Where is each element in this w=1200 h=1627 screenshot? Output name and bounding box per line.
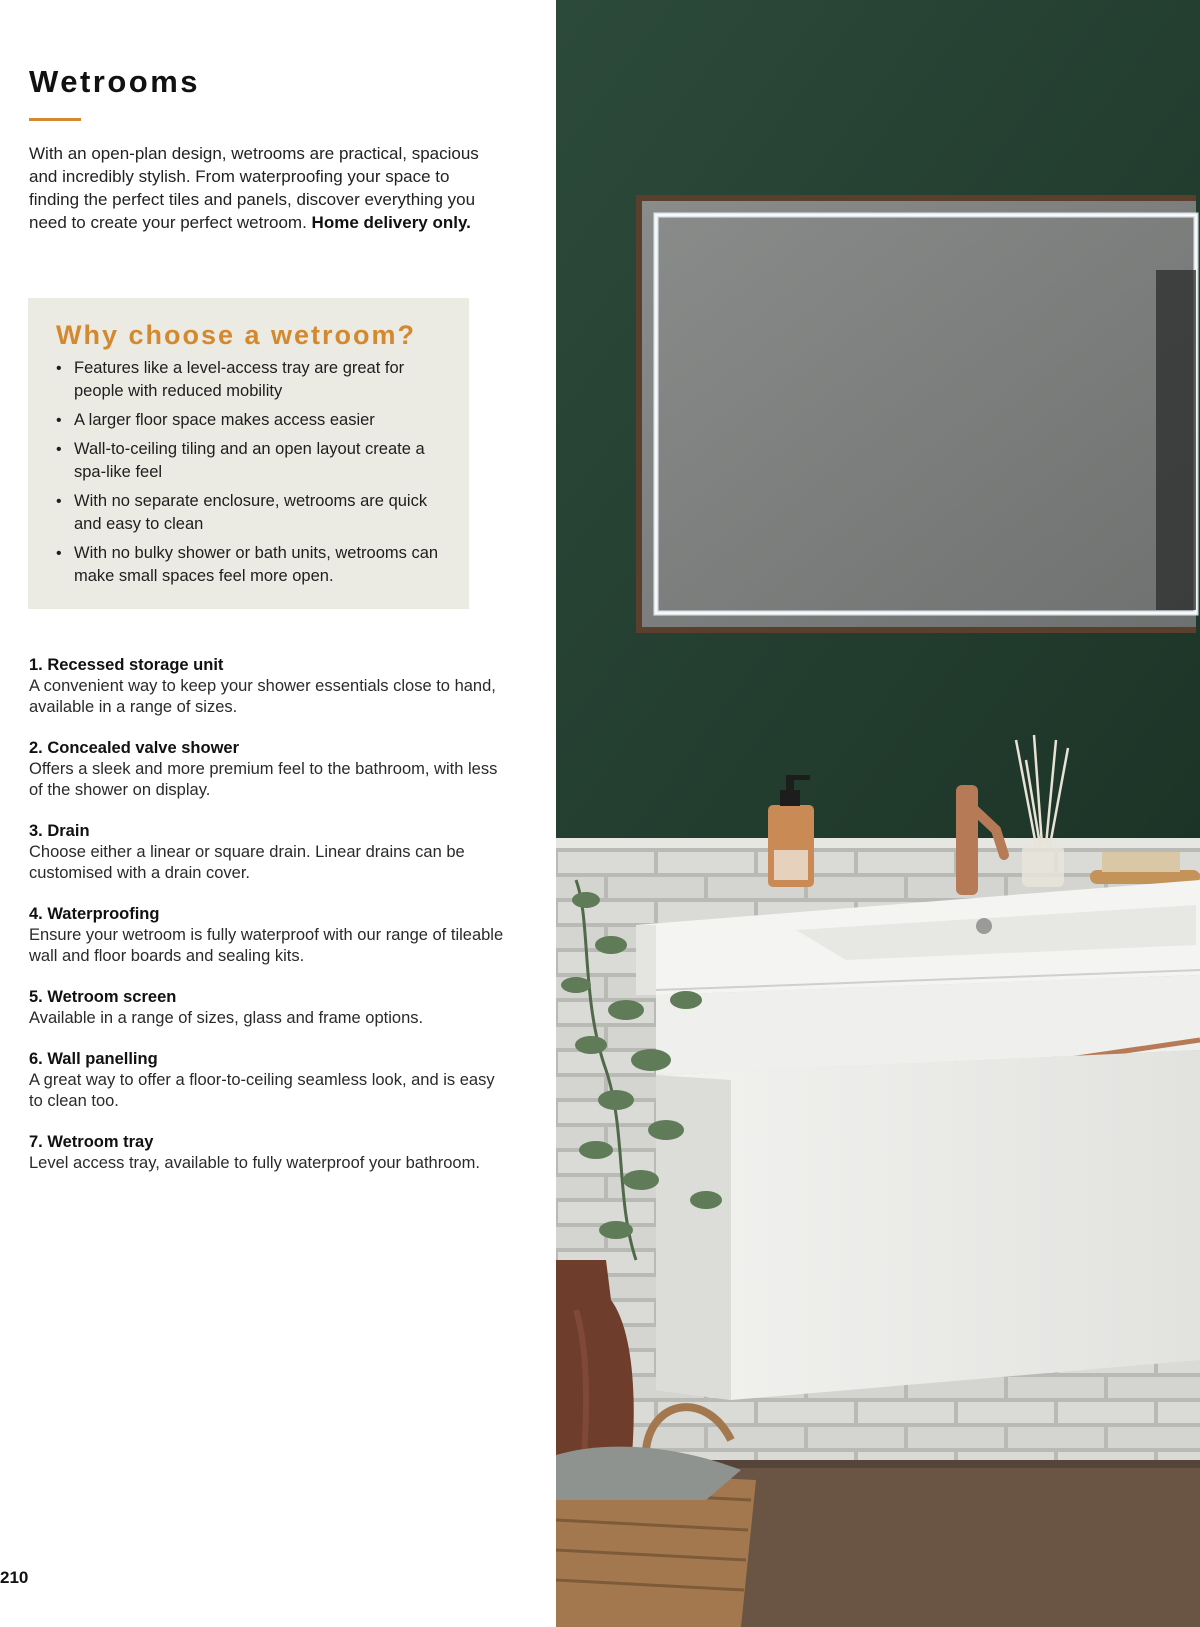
feature-description: Level access tray, available to fully waterproof your bathroom.: [29, 1154, 480, 1172]
feature-item: [29, 821, 509, 884]
intro-text: With an open-plan design, wetrooms are practical, spacious and incredibly stylish. From waterproofing your space to finding the perfect tiles and panels, discover everything you need to create your perfect wetroom.: [29, 144, 479, 232]
page-number: 210: [0, 1568, 29, 1587]
vanity-unit: [636, 880, 1200, 1400]
feature-description: A convenient way to keep your shower essentials close to hand, available in a range of sizes.: [29, 677, 496, 716]
why-choose-box: [28, 298, 469, 609]
feature-title: 5. Wetroom screen: [29, 988, 177, 1006]
feature-description: A great way to offer a floor-to-ceiling seamless look, and is easy to clean too.: [29, 1071, 495, 1110]
why-choose-list: [56, 357, 449, 588]
intro-delivery-note: Home delivery only.: [311, 213, 471, 232]
feature-title: 2. Concealed valve shower: [29, 739, 240, 757]
why-choose-item: • A larger floor space makes access easier: [56, 409, 449, 432]
feature-item: [29, 655, 509, 718]
text-column: [0, 0, 556, 1627]
feature-title: 3. Drain: [29, 822, 90, 840]
feature-description: Available in a range of sizes, glass and frame options.: [29, 1009, 424, 1027]
feature-description: Choose either a linear or square drain. Linear drains can be customised with a drain cover.: [29, 843, 465, 882]
feature-title: 4. Waterproofing: [29, 905, 160, 923]
why-choose-item: • Wall-to-ceiling tiling and an open layout create a spa-like feel: [56, 438, 449, 484]
feature-description: Ensure your wetroom is fully waterproof with our range of tileable wall and floor boards and sealing kits.: [29, 926, 504, 965]
feature-item: [29, 1132, 509, 1174]
mirror: [636, 195, 1196, 633]
feature-item: [29, 738, 509, 801]
title-underline: [29, 118, 81, 121]
feature-item: [29, 987, 509, 1029]
intro-paragraph: [29, 142, 499, 234]
feature-item: [29, 904, 509, 967]
page-title: Wetrooms: [29, 64, 201, 99]
why-choose-item: • With no bulky shower or bath units, wetrooms can make small spaces feel more open.: [56, 542, 449, 588]
why-choose-item: • With no separate enclosure, wetrooms are quick and easy to clean: [56, 490, 449, 536]
feature-title: 1. Recessed storage unit: [29, 656, 224, 674]
why-choose-heading: Why choose a wetroom?: [56, 320, 417, 350]
bathroom-illustration: [556, 0, 1200, 1627]
feature-title: 6. Wall panelling: [29, 1050, 158, 1068]
feature-title: 7. Wetroom tray: [29, 1133, 154, 1151]
feature-description: Offers a sleek and more premium feel to the bathroom, with less of the shower on display.: [29, 760, 498, 799]
why-choose-item: • Features like a level-access tray are great for people with reduced mobility: [56, 357, 449, 403]
bathroom-photo: [556, 0, 1200, 1627]
tile-ledge: [556, 838, 1200, 848]
feature-list: [29, 655, 509, 1194]
feature-item: [29, 1049, 509, 1112]
